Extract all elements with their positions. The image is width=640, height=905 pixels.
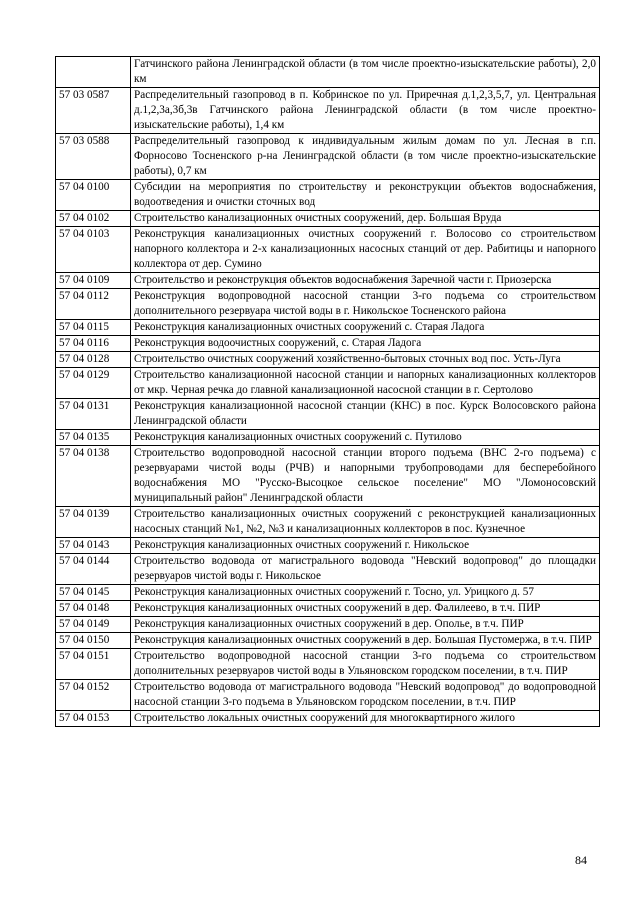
table-row <box>56 617 600 633</box>
item-code: 57 04 0131 <box>56 399 131 430</box>
table-row <box>56 57 600 88</box>
item-description: Реконструкция водопроводной насосной станции 3-го подъема со строительством дополнительного резервуара чистой воды в г. Никольское Тосненского района <box>131 289 600 320</box>
budget-items-table <box>55 56 600 727</box>
item-description: Реконструкция канализационных очистных сооружений с. Старая Ладога <box>131 320 600 336</box>
table-row <box>56 352 600 368</box>
item-code: 57 04 0112 <box>56 289 131 320</box>
table-row <box>56 680 600 711</box>
table-body <box>56 57 600 727</box>
item-code: 57 04 0100 <box>56 180 131 211</box>
page-number: 84 <box>575 853 587 867</box>
item-code: 57 04 0103 <box>56 227 131 273</box>
item-description: Строительство канализационных очистных сооружений, дер. Большая Вруда <box>131 211 600 227</box>
table-row <box>56 134 600 180</box>
item-description: Строительство водовода от магистрального водовода "Невский водопровод" до водопроводной насосной станции 3-го подъема в Ульяновском городском поселении, в т.ч. ПИР <box>131 680 600 711</box>
table-row <box>56 538 600 554</box>
table-row <box>56 633 600 649</box>
item-code: 57 04 0151 <box>56 649 131 680</box>
item-description: Строительство канализационных очистных сооружений с реконструкцией канализационных насосных станций №1, №2, №3 и канализационных коллекторов в пос. Кузнечное <box>131 507 600 538</box>
item-code: 57 04 0139 <box>56 507 131 538</box>
item-code: 57 04 0128 <box>56 352 131 368</box>
item-description: Строительство водопроводной насосной станции второго подъема (ВНС 2-го подъема) с резервуарами чистой воды (РЧВ) и напорными трубопроводами для бесперебойного водоснабжения МО "Русско-Высоцкое сельское поселение" МО "Ломоносовский муниципальный район" Ленинградской области <box>131 446 600 507</box>
item-code: 57 04 0102 <box>56 211 131 227</box>
item-description: Гатчинского района Ленинградской области (в том числе проектно-изыскательские работы), 2,0 км <box>131 57 600 88</box>
item-description: Распределительный газопровод в п. Кобринское по ул. Приречная д.1,2,3,5,7, ул. Центральная д.1,2,3а,3б,3в Гатчинского района Ленинградской области (в том числе проектно-изыскательские работы), 1,4 км <box>131 88 600 134</box>
table-row <box>56 227 600 273</box>
table-row <box>56 585 600 601</box>
table-row <box>56 88 600 134</box>
table-row <box>56 289 600 320</box>
item-description: Реконструкция канализационной насосной станции (КНС) в пос. Курск Волосовского района Ленинградской области <box>131 399 600 430</box>
table-row <box>56 507 600 538</box>
item-code: 57 04 0152 <box>56 680 131 711</box>
item-code: 57 04 0153 <box>56 711 131 727</box>
item-code: 57 03 0587 <box>56 88 131 134</box>
item-description: Строительство и реконструкция объектов водоснабжения Заречной части г. Приозерска <box>131 273 600 289</box>
table-row <box>56 336 600 352</box>
table-row <box>56 180 600 211</box>
item-code: 57 04 0135 <box>56 430 131 446</box>
item-code: 57 04 0145 <box>56 585 131 601</box>
table-row <box>56 368 600 399</box>
item-description: Распределительный газопровод к индивидуальным жилым домам по ул. Лесная в г.п. Форносово Тосненского р-на Ленинградской области (в том числе проектно-изыскательские работы), 0,7 км <box>131 134 600 180</box>
item-description: Строительство локальных очистных сооружений для многоквартирного жилого <box>131 711 600 727</box>
item-description: Субсидии на мероприятия по строительству и реконструкции объектов водоснабжения, водоотведения и очистки сточных вод <box>131 180 600 211</box>
item-description: Строительство водопроводной насосной станции 3-го подъема со строительством дополнительных резервуаров чистой воды в Ульяновском городском поселении, в т.ч. ПИР <box>131 649 600 680</box>
item-code: 57 04 0115 <box>56 320 131 336</box>
table-row <box>56 649 600 680</box>
table-row <box>56 399 600 430</box>
table-row <box>56 273 600 289</box>
item-code: 57 04 0148 <box>56 601 131 617</box>
item-code: 57 04 0129 <box>56 368 131 399</box>
item-code: 57 04 0144 <box>56 554 131 585</box>
item-description: Строительство канализационной насосной станции и напорных канализационных коллекторов от мкр. Черная речка до главной канализационной насосной станции в г. Сертолово <box>131 368 600 399</box>
item-code: 57 04 0149 <box>56 617 131 633</box>
item-description: Реконструкция канализационных очистных сооружений в дер. Ополье, в т.ч. ПИР <box>131 617 600 633</box>
table-row <box>56 320 600 336</box>
item-description: Строительство очистных сооружений хозяйственно-бытовых сточных вод пос. Усть-Луга <box>131 352 600 368</box>
table-row <box>56 601 600 617</box>
item-description: Реконструкция канализационных очистных сооружений в дер. Фалилеево, в т.ч. ПИР <box>131 601 600 617</box>
table-row <box>56 711 600 727</box>
item-description: Реконструкция канализационных очистных сооружений с. Путилово <box>131 430 600 446</box>
item-description: Реконструкция канализационных очистных сооружений г. Никольское <box>131 538 600 554</box>
item-description: Реконструкция водоочистных сооружений, с. Старая Ладога <box>131 336 600 352</box>
item-description: Реконструкция канализационных очистных сооружений г. Тосно, ул. Урицкого д. 57 <box>131 585 600 601</box>
table-row <box>56 211 600 227</box>
table-row <box>56 446 600 507</box>
item-description: Реконструкция канализационных очистных сооружений г. Волосово со строительством напорного коллектора и 2-х канализационных насосных станций от дер. Рабитицы и напорного коллектора от дер. Сумино <box>131 227 600 273</box>
item-code: 57 04 0143 <box>56 538 131 554</box>
item-code: 57 04 0150 <box>56 633 131 649</box>
item-code: 57 04 0116 <box>56 336 131 352</box>
item-description: Реконструкция канализационных очистных сооружений в дер. Большая Пустомержа, в т.ч. ПИР <box>131 633 600 649</box>
item-code: 57 04 0138 <box>56 446 131 507</box>
item-description: Строительство водовода от магистрального водовода "Невский водопровод" до площадки резервуаров чистой воды г. Никольское <box>131 554 600 585</box>
item-code: 57 04 0109 <box>56 273 131 289</box>
table-row <box>56 554 600 585</box>
table-row <box>56 430 600 446</box>
item-code: 57 03 0588 <box>56 134 131 180</box>
item-code <box>56 57 131 88</box>
